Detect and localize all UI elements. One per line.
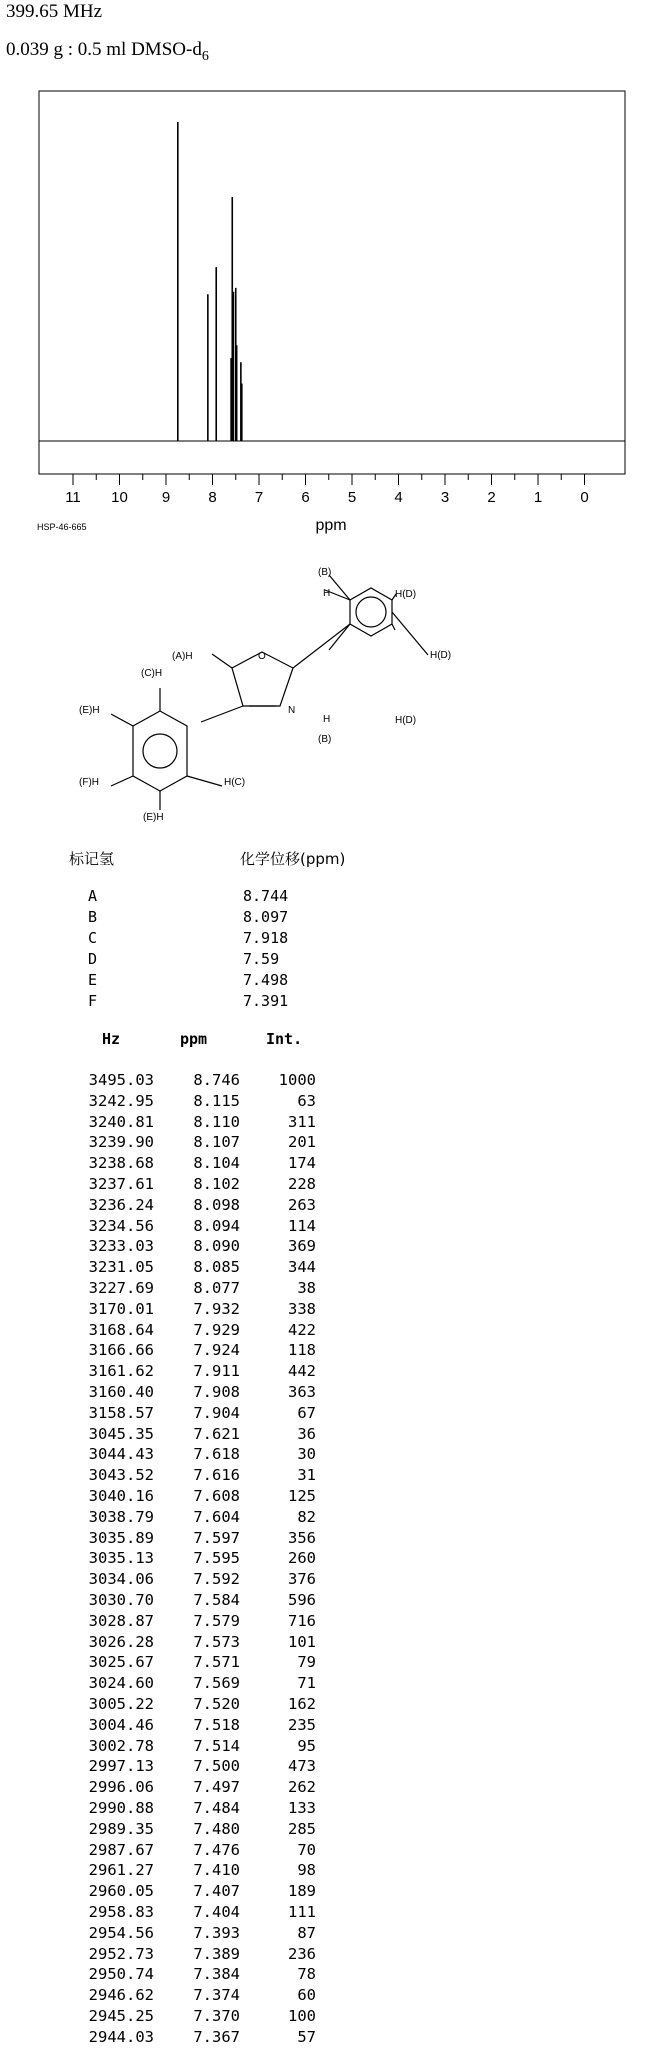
label-h-b-bottom: H	[323, 714, 331, 725]
peak-row	[76, 1548, 336, 1569]
x-tick-label: 9	[161, 489, 171, 506]
peak-intensity: 100	[288, 2007, 316, 2025]
hydrogen-label: F	[88, 992, 98, 1010]
peak-ppm: 7.476	[193, 1840, 240, 1859]
peak-intensity: 174	[288, 1154, 316, 1173]
peak-hz: 2989.35	[88, 1819, 154, 1838]
peak-intensity: 101	[288, 1632, 316, 1651]
x-tick-label: 1	[533, 489, 543, 506]
peak-row	[76, 1652, 336, 1673]
peak-ppm: 7.389	[193, 1944, 240, 1963]
peak-ppm: 7.608	[193, 1487, 240, 1505]
label-n: N	[288, 705, 296, 716]
peak-intensity: 236	[288, 1944, 316, 1963]
peak-intensity: 473	[288, 1757, 316, 1776]
peak-hz: 3025.67	[88, 1653, 154, 1672]
peak-intensity: 596	[288, 1591, 316, 1609]
chemical-shift: 7.59	[243, 950, 280, 968]
peak-ppm: 7.597	[193, 1528, 240, 1547]
peak-intensity: 260	[288, 1549, 316, 1568]
peak-hz: 3236.24	[88, 1195, 154, 1214]
peak-hz: 3030.70	[88, 1591, 154, 1609]
peak-hz: 3242.95	[88, 1091, 154, 1110]
peak-intensity: 201	[288, 1133, 316, 1152]
peak-ppm: 7.410	[193, 1861, 240, 1880]
peak-ppm: 7.520	[193, 1695, 240, 1713]
peak-ppm: 7.904	[193, 1403, 240, 1422]
peak-intensity: 263	[288, 1195, 316, 1214]
peak-ppm: 7.407	[193, 1882, 240, 1901]
x-tick-label: 8	[208, 489, 217, 506]
peak-row	[76, 1923, 336, 1944]
peak-row	[76, 1860, 336, 1881]
peak-ppm: 7.924	[193, 1341, 240, 1360]
peak-hz: 2997.13	[88, 1757, 154, 1776]
peak-ppm: 7.500	[193, 1757, 240, 1776]
peak-hz: 2945.25	[88, 2007, 154, 2025]
peak-hz: 3028.87	[88, 1611, 154, 1630]
peak-ppm: 7.604	[193, 1507, 240, 1526]
peak-ppm: 7.618	[193, 1445, 240, 1464]
assignment-row	[88, 908, 328, 929]
peak-row	[76, 1756, 336, 1777]
label-b-top: (B)	[318, 567, 332, 578]
peak-intensity: 82	[297, 1507, 316, 1526]
peak-ppm: 7.484	[193, 1799, 240, 1817]
peak-ppm: 7.384	[193, 1965, 240, 1984]
peak-row	[76, 2027, 336, 2048]
peak-row	[76, 1569, 336, 1590]
x-tick-label: 5	[347, 489, 357, 506]
peak-hz: 2952.73	[88, 1944, 154, 1963]
label-h-f: (F)H	[79, 777, 99, 788]
label-h-a: (A)H	[172, 651, 193, 662]
peak-intensity: 262	[288, 1778, 316, 1797]
peak-row	[76, 1611, 336, 1632]
peak-row	[76, 1112, 336, 1133]
aromatic-circle-left	[143, 734, 177, 768]
peak-hz: 3035.13	[88, 1549, 154, 1568]
peak-hz: 2960.05	[88, 1882, 154, 1901]
peak-intensity: 38	[297, 1279, 316, 1297]
peak-ppm: 7.616	[193, 1466, 240, 1485]
hydrogen-label: E	[88, 971, 98, 989]
peak-hz: 3005.22	[88, 1695, 154, 1713]
peak-intensity: 189	[288, 1882, 316, 1901]
peak-hz: 3043.52	[88, 1466, 154, 1485]
x-tick-label: 7	[254, 489, 264, 506]
col-head-ppm: ppm	[180, 1030, 208, 1048]
peak-intensity: 363	[288, 1383, 316, 1401]
peak-row	[76, 1715, 336, 1736]
peak-intensity: 71	[297, 1674, 316, 1693]
peak-row	[76, 1819, 336, 1840]
peak-intensity: 1000	[278, 1071, 316, 1089]
chemical-shift: 7.391	[243, 992, 289, 1010]
col-head-hz: Hz	[102, 1030, 121, 1048]
x-tick-label: 4	[394, 489, 403, 506]
peak-ppm: 7.592	[193, 1570, 240, 1589]
peak-row	[76, 1902, 336, 1923]
peak-intensity: 36	[297, 1424, 316, 1443]
peak-ppm: 7.497	[193, 1778, 240, 1797]
peak-ppm: 8.104	[193, 1154, 240, 1173]
hydrogen-label: C	[88, 929, 98, 947]
label-o: O	[258, 651, 266, 662]
peak-ppm: 7.393	[193, 1923, 240, 1942]
peak-intensity: 63	[297, 1091, 316, 1110]
peak-row	[76, 1444, 336, 1465]
hydrogen-label: D	[88, 950, 98, 968]
peak-hz: 3024.60	[88, 1674, 154, 1693]
peak-ppm: 8.094	[193, 1216, 240, 1235]
peak-ppm: 7.932	[193, 1299, 240, 1318]
peak-row	[76, 1216, 336, 1237]
peak-intensity: 30	[297, 1445, 316, 1464]
peak-hz: 2996.06	[88, 1778, 154, 1797]
peak-ppm: 7.370	[193, 2007, 240, 2025]
peak-hz: 3004.46	[88, 1715, 154, 1734]
x-tick-label: 11	[65, 489, 81, 506]
peak-intensity: 716	[288, 1611, 316, 1630]
peak-row	[76, 1340, 336, 1361]
label-b-bottom: (B)	[318, 734, 332, 745]
peak-intensity: 95	[297, 1736, 316, 1755]
peak-intensity: 87	[297, 1923, 316, 1942]
label-h-c-top: (C)H	[141, 668, 163, 679]
x-tick-label: 3	[440, 489, 450, 506]
peak-hz: 3231.05	[88, 1258, 154, 1277]
peak-hz: 2944.03	[88, 2027, 154, 2046]
peak-ppm: 8.107	[193, 1133, 240, 1152]
peak-row	[76, 2006, 336, 2027]
peak-hz: 3002.78	[88, 1736, 154, 1755]
peak-intensity: 422	[288, 1320, 316, 1339]
sample-text: 0.039 g : 0.5 ml DMSO-d	[6, 39, 202, 60]
peak-row	[76, 1507, 336, 1528]
peak-intensity: 133	[288, 1799, 316, 1817]
label-h-e-bottom: (E)H	[143, 812, 164, 823]
peak-ppm: 7.367	[193, 2027, 240, 2046]
peak-row	[76, 1673, 336, 1694]
chemical-shift: 8.744	[243, 887, 289, 905]
peak-hz: 2950.74	[88, 1965, 154, 1984]
assignment-row	[88, 887, 328, 908]
peak-row	[76, 1798, 336, 1819]
assignment-row	[88, 929, 328, 950]
hydrogen-label: A	[88, 887, 98, 905]
assignment-row	[88, 950, 328, 971]
peak-hz: 2987.67	[88, 1840, 154, 1859]
peak-intensity: 235	[288, 1715, 316, 1734]
peak-ppm: 8.077	[193, 1279, 240, 1297]
label-h-d-bottom: H(D)	[395, 715, 417, 726]
peak-hz: 3227.69	[88, 1279, 154, 1297]
label-h-e-left: (E)H	[79, 705, 100, 716]
peak-ppm: 7.621	[193, 1424, 240, 1443]
peak-intensity: 285	[288, 1819, 316, 1838]
peak-ppm: 7.595	[193, 1549, 240, 1568]
peak-intensity: 118	[288, 1341, 316, 1360]
peak-intensity: 114	[288, 1216, 316, 1235]
peak-row	[76, 1091, 336, 1112]
peak-hz: 3035.89	[88, 1528, 154, 1547]
peak-intensity: 338	[288, 1299, 316, 1318]
peak-hz: 3040.16	[88, 1487, 154, 1505]
peak-row	[76, 1195, 336, 1216]
peak-row	[76, 1590, 336, 1611]
peak-row	[76, 1278, 336, 1299]
peak-row	[76, 1465, 336, 1486]
peak-intensity: 98	[297, 1861, 316, 1880]
peak-row	[76, 1132, 336, 1153]
peak-ppm: 8.102	[193, 1175, 240, 1193]
peak-hz: 3045.35	[88, 1424, 154, 1443]
peak-hz: 2954.56	[88, 1923, 154, 1942]
peak-intensity: 125	[288, 1487, 316, 1505]
peak-row	[76, 1236, 336, 1257]
phenyl-ring-left	[133, 711, 187, 791]
peak-intensity: 70	[297, 1840, 316, 1859]
peak-intensity: 57	[297, 2027, 316, 2046]
assignment-header-shift: 化学位移(ppm)	[240, 850, 346, 868]
peak-intensity: 31	[297, 1466, 316, 1485]
peak-ppm: 7.911	[193, 1362, 240, 1381]
peak-ppm: 8.090	[193, 1237, 240, 1256]
peak-ppm: 7.404	[193, 1903, 240, 1921]
assignment-row	[88, 971, 328, 992]
peak-hz: 3038.79	[88, 1507, 154, 1526]
label-h-b-top: H	[323, 588, 331, 599]
peak-row	[76, 1694, 336, 1715]
peak-hz: 3239.90	[88, 1133, 154, 1152]
peak-row	[76, 1257, 336, 1278]
peak-hz: 3158.57	[88, 1403, 154, 1422]
chemical-shift: 7.498	[243, 971, 289, 989]
peak-ppm: 7.929	[193, 1320, 240, 1339]
peak-row	[76, 1736, 336, 1757]
peak-hz: 3170.01	[88, 1299, 154, 1318]
peak-hz: 2946.62	[88, 1986, 154, 2005]
peak-hz: 3238.68	[88, 1154, 154, 1173]
aromatic-circle-right	[356, 597, 386, 627]
peak-intensity: 78	[297, 1965, 316, 1984]
peak-row	[76, 1632, 336, 1653]
col-head-int: Int.	[266, 1030, 303, 1048]
label-h-d-top: H(D)	[395, 589, 417, 600]
peak-hz: 3234.56	[88, 1216, 154, 1235]
peak-ppm: 7.571	[193, 1653, 240, 1672]
peak-row	[76, 1985, 336, 2006]
peak-intensity: 376	[288, 1570, 316, 1589]
peak-ppm: 7.584	[193, 1591, 240, 1609]
peak-hz: 3026.28	[88, 1632, 154, 1651]
peak-ppm: 8.115	[193, 1091, 240, 1110]
peak-hz: 3168.64	[88, 1320, 154, 1339]
peak-ppm: 7.374	[193, 1986, 240, 2005]
peak-intensity: 311	[288, 1112, 316, 1131]
peak-row	[76, 1881, 336, 1902]
assignment-row	[88, 992, 328, 1013]
peak-row	[76, 1361, 336, 1382]
peak-ppm: 7.573	[193, 1632, 240, 1651]
peak-ppm: 7.518	[193, 1715, 240, 1734]
label-h-d-right: H(D)	[430, 650, 452, 661]
peak-hz: 3160.40	[88, 1383, 154, 1401]
peak-ppm: 8.085	[193, 1258, 240, 1277]
peak-intensity: 162	[288, 1695, 316, 1713]
peak-ppm: 7.514	[193, 1736, 240, 1755]
peak-row	[76, 1777, 336, 1798]
peak-intensity: 60	[297, 1986, 316, 2005]
peak-row	[76, 1964, 336, 1985]
peak-hz: 3034.06	[88, 1570, 154, 1589]
peak-ppm: 8.098	[193, 1195, 240, 1214]
x-tick-label: 6	[301, 489, 310, 506]
peak-row	[76, 1840, 336, 1861]
peak-hz: 3044.43	[88, 1445, 154, 1464]
sample-subscript: 6	[201, 48, 209, 64]
molecule-structure	[0, 0, 652, 850]
peak-ppm: 8.746	[193, 1071, 240, 1089]
peak-hz: 3161.62	[88, 1362, 154, 1381]
peak-row	[76, 1382, 336, 1403]
peak-intensity: 442	[288, 1362, 316, 1381]
peak-row	[76, 1424, 336, 1445]
peak-row	[76, 1299, 336, 1320]
peak-row	[76, 1528, 336, 1549]
peak-hz: 2958.83	[88, 1903, 154, 1921]
peak-intensity: 111	[288, 1903, 316, 1921]
peak-hz: 3237.61	[88, 1175, 154, 1193]
peak-hz: 2961.27	[88, 1861, 154, 1880]
peak-row	[76, 1070, 336, 1091]
spectrometer-frequency: 399.65 MHz	[6, 1, 103, 22]
hydrogen-label: B	[88, 908, 98, 926]
peak-intensity: 344	[288, 1258, 316, 1277]
peak-ppm: 8.110	[193, 1112, 240, 1131]
peak-intensity: 67	[297, 1403, 316, 1422]
peak-ppm: 7.579	[193, 1611, 240, 1630]
peak-hz: 3233.03	[88, 1237, 154, 1256]
chemical-shift: 7.918	[243, 929, 289, 947]
x-tick-label: 0	[580, 489, 589, 506]
label-h-c-right: H(C)	[224, 777, 246, 788]
peak-hz: 3166.66	[88, 1341, 154, 1360]
peak-hz: 2990.88	[88, 1799, 154, 1817]
peak-hz: 3240.81	[88, 1112, 154, 1131]
peak-intensity: 228	[288, 1175, 316, 1193]
peak-ppm: 7.480	[193, 1819, 240, 1838]
sample-code: HSP-46-665	[37, 522, 87, 532]
peak-row	[76, 1944, 336, 1965]
peak-row	[76, 1153, 336, 1174]
peak-row	[76, 1403, 336, 1424]
peak-intensity: 79	[297, 1653, 316, 1672]
x-tick-label: 10	[111, 489, 128, 506]
x-axis-label: ppm	[315, 517, 347, 534]
peak-intensity: 356	[288, 1528, 316, 1547]
peak-row	[76, 1486, 336, 1507]
x-tick-label: 2	[487, 489, 496, 506]
peak-ppm: 7.908	[193, 1383, 240, 1401]
peak-intensity: 369	[288, 1237, 316, 1256]
peak-row	[76, 1174, 336, 1195]
peak-row	[76, 1320, 336, 1341]
chemical-shift: 8.097	[243, 908, 289, 926]
assignment-header-label: 标记氢	[69, 850, 115, 868]
peak-hz: 3495.03	[88, 1071, 154, 1089]
peak-ppm: 7.569	[193, 1674, 240, 1693]
